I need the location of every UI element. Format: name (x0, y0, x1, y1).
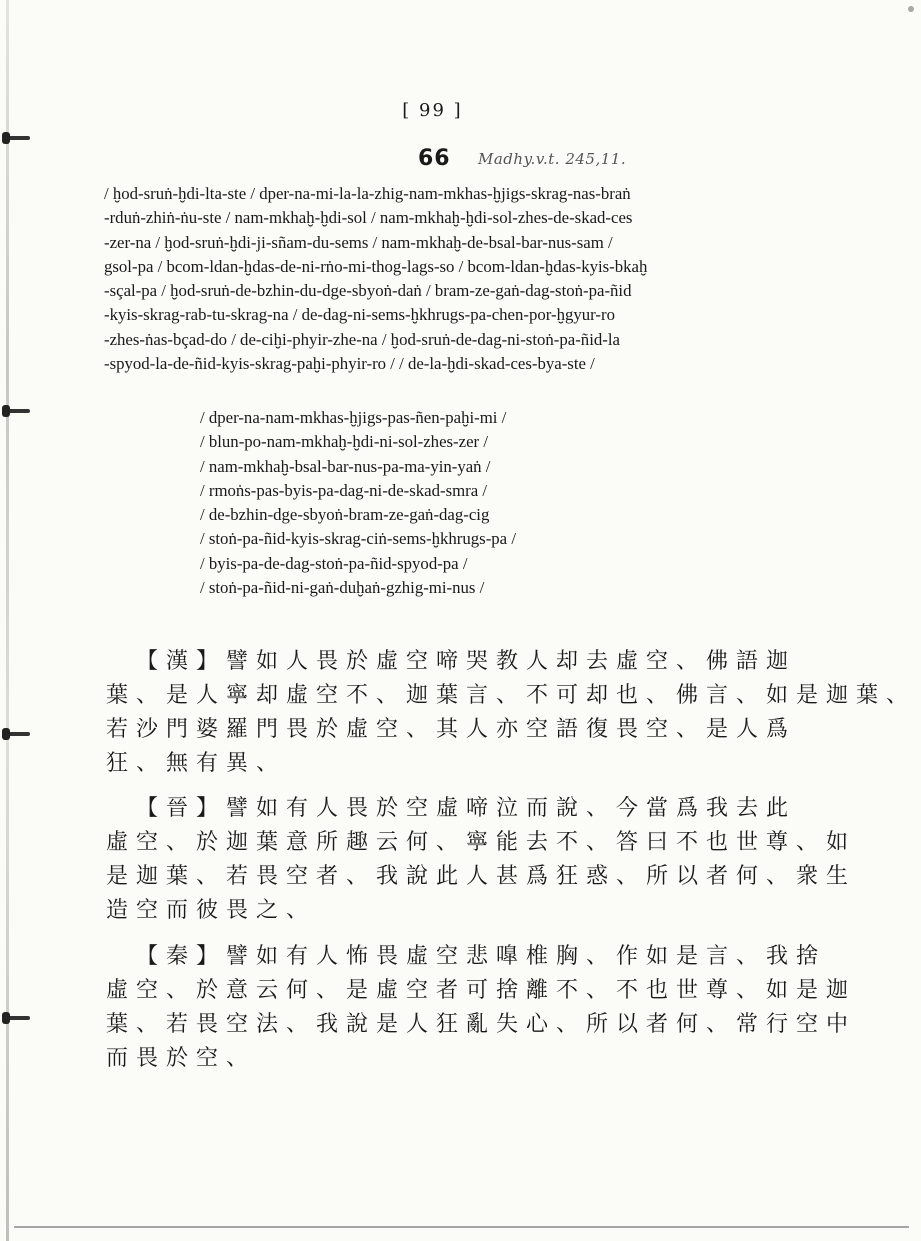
chinese-line: 是迦葉、若畏空者、我說此人甚爲狂惑、所以者何、衆生 (106, 864, 857, 889)
tibetan-verse-block (200, 406, 516, 600)
page-binding-edge (6, 0, 9, 1241)
chinese-line: 狂、無有異、 (106, 751, 287, 776)
page-number: [ 99 ] (402, 100, 463, 121)
tibetan-prose-line: gsol-pa / bcom-ldan-ḫdas-de-ni-rṅo-mi-thog-lags-so / bcom-ldan-ḫdas-kyis-bkaḫ (104, 256, 648, 276)
binding-tab-mark (4, 1016, 30, 1020)
page-bottom-edge (14, 1226, 909, 1228)
chinese-line: 而畏於空、 (106, 1046, 257, 1071)
tibetan-prose-line: -sçal-pa / ḫod-sruṅ-de-bzhin-du-dge-sbyoṅ-daṅ / bram-ze-gaṅ-dag-stoṅ-pa-ñid (104, 281, 632, 301)
chinese-paragraph-jin (106, 792, 857, 928)
tibetan-verse-line: / blun-po-nam-mkhaḫ-ḫdi-ni-sol-zhes-zer / (200, 432, 488, 452)
chinese-line: 造空而彼畏之、 (106, 898, 317, 923)
tibetan-verse-line: / stoṅ-pa-ñid-ni-gaṅ-duḫaṅ-gzhig-mi-nus / (200, 578, 485, 598)
chinese-line: 【晉】譬如有人畏於空虛啼泣而說、今當爲我去此 (136, 796, 797, 821)
chinese-line: 虛空、於意云何、是虛空者可捨離不、不也世尊、如是迦 (106, 978, 857, 1003)
tibetan-verse-line: / stoṅ-pa-ñid-kyis-skrag-ciṅ-sems-ḫkhrugs-pa / (200, 529, 516, 549)
chinese-paragraph-han (106, 645, 917, 781)
binding-tab-mark (4, 409, 30, 413)
chinese-line: 【漢】譬如人畏於虛空啼哭教人却去虛空、佛語迦 (136, 649, 797, 674)
chinese-line: 虛空、於迦葉意所趣云何、寧能去不、答曰不也世尊、如 (106, 830, 857, 855)
tibetan-prose-block (104, 182, 774, 376)
section-number: 66 (418, 146, 451, 171)
tibetan-prose-line: -zer-na / ḫod-sruṅ-ḫdi-ji-sñam-du-sems / nam-mkhaḫ-de-bsal-bar-nus-sam / (104, 232, 613, 252)
scan-speck (908, 6, 914, 12)
tibetan-verse-line: / rmoṅs-pas-byis-pa-dag-ni-de-skad-smra / (200, 480, 488, 500)
binding-tab-mark (4, 732, 30, 736)
tibetan-verse-line: / dper-na-nam-mkhas-ḫjigs-pas-ñen-paḫi-mi / (200, 408, 507, 427)
tibetan-prose-line: / ḫod-sruṅ-ḫdi-lta-ste / dper-na-mi-la-la-zhig-nam-mkhas-ḫjigs-skrag-nas-braṅ (104, 184, 631, 203)
tibetan-prose-line: -kyis-skrag-rab-tu-skrag-na / de-dag-ni-sems-ḫkhrugs-pa-chen-por-ḫgyur-ro (104, 305, 615, 325)
tibetan-prose-line: -spyod-la-de-ñid-kyis-skrag-paḫi-phyir-ro / / de-la-ḫdi-skad-ces-bya-ste / (104, 354, 595, 374)
chinese-line: 若沙門婆羅門畏於虛空、其人亦空語復畏空、是人爲 (106, 717, 797, 742)
handwritten-margin-note: Madhy.v.t. 245,11. (478, 150, 627, 168)
tibetan-prose-line: -rduṅ-zhiṅ-ṅu-ste / nam-mkhaḫ-ḫdi-sol / nam-mkhaḫ-ḫdi-sol-zhes-de-skad-ces (104, 208, 633, 228)
binding-tab-mark (4, 136, 30, 140)
tibetan-verse-line: / de-bzhin-dge-sbyoṅ-bram-ze-gaṅ-dag-cig (200, 505, 490, 525)
chinese-paragraph-qin (106, 940, 857, 1076)
chinese-line: 【秦】譬如有人怖畏虛空悲嘷椎胸、作如是言、我捨 (136, 944, 827, 969)
chinese-line: 葉、是人寧却虛空不、迦葉言、不可却也、佛言、如是迦葉、 (106, 683, 917, 708)
chinese-line: 葉、若畏空法、我說是人狂亂失心、所以者何、常行空中 (106, 1012, 857, 1037)
tibetan-verse-line: / byis-pa-de-dag-stoṅ-pa-ñid-spyod-pa / (200, 553, 468, 573)
tibetan-verse-line: / nam-mkhaḫ-bsal-bar-nus-pa-ma-yin-yaṅ / (200, 456, 491, 476)
tibetan-prose-line: -zhes-ṅas-bçad-do / de-ciḫi-phyir-zhe-na / ḫod-sruṅ-de-dag-ni-stoṅ-pa-ñid-la (104, 329, 620, 349)
